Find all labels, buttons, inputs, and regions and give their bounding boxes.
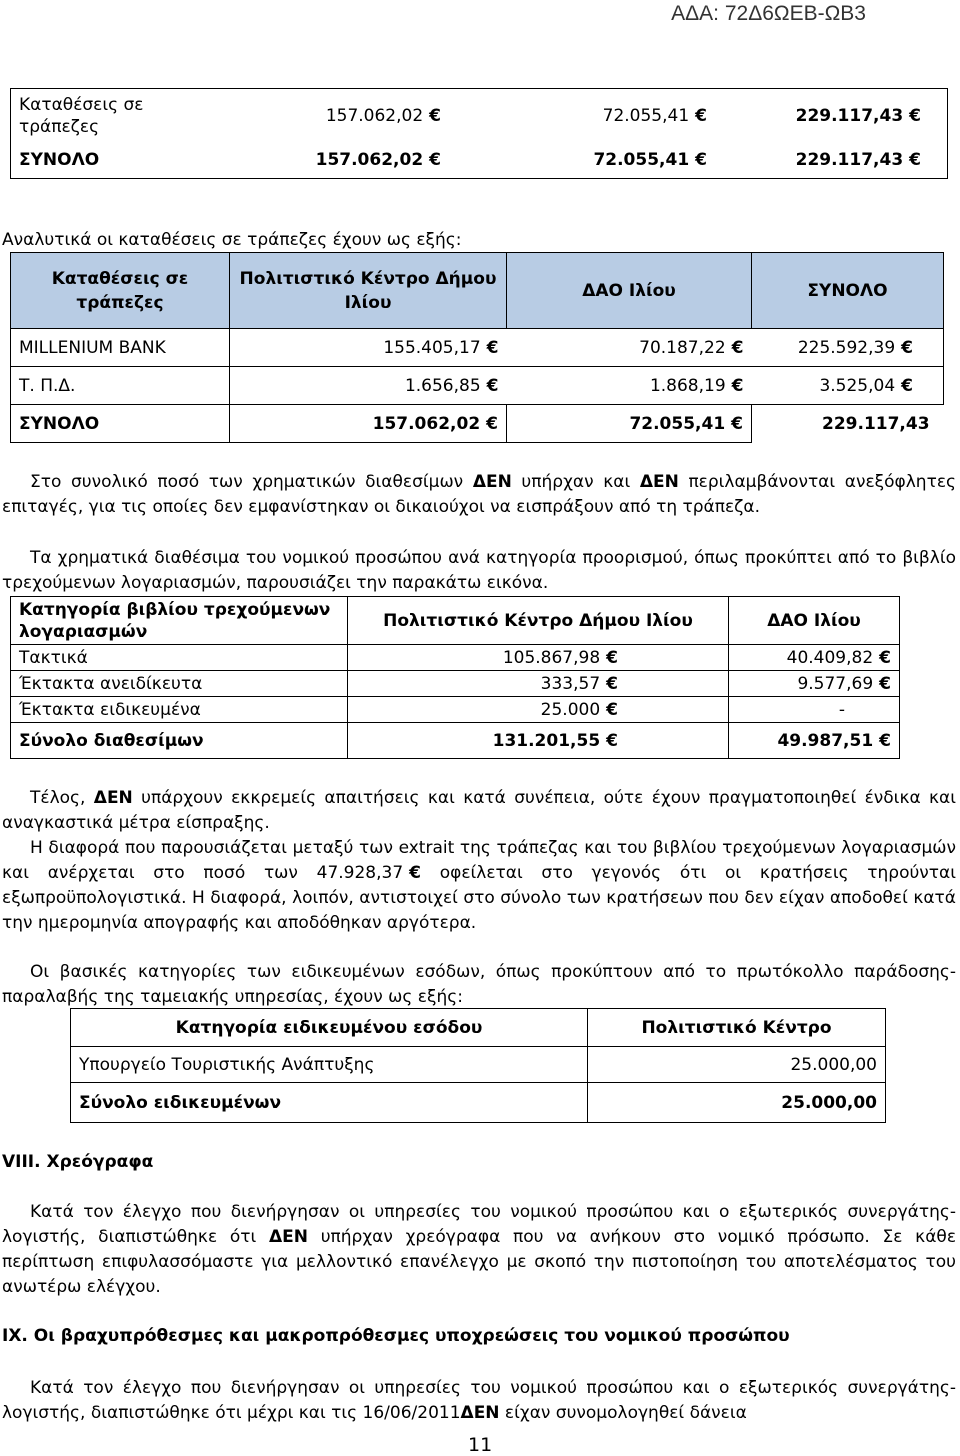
table-row	[71, 1047, 886, 1083]
cell-value: 1.868,19 €	[507, 367, 752, 405]
euro-icon: €	[901, 375, 913, 396]
intro-banks-text: Αναλυτικά οι καταθέσεις σε τράπεζες έχουν ως εξής:	[2, 230, 462, 250]
paragraph-liabilities: Κατά τον έλεγχο που διενήργησαν οι υπηρεσίες του νομικού προσώπου και ο εξωτερικός συνεργάτης-λογιστής, διαπιστώθηκε ότι μέχρι και τις 16/06/2011ΔΕΝ είχαν συνομολογηθεί δάνεια	[2, 1378, 956, 1423]
column-header: ΔΑΟ Ιλίου	[507, 253, 752, 329]
table-row	[11, 143, 948, 179]
cell-total: 3.525,04 €	[752, 367, 944, 405]
column-header: Πολιτιστικό Κέντρο Δήμου Ιλίου	[230, 253, 507, 329]
cell-value: 131.201,55 €	[348, 723, 729, 759]
row-label: Τακτικά	[11, 645, 348, 671]
table-row	[11, 367, 944, 405]
cell-value: 72.055,41 €	[593, 150, 707, 171]
paragraph-funds-by-category: Τα χρηματικά διαθέσιμα του νομικού προσώπου ανά κατηγορία προορισμού, όπως προκύπτει από το βιβλίο τρεχούμενων λογαριασμών, παρουσιάζει την παρακάτω εικόνα.	[2, 548, 956, 593]
row-label: Υπουργείο Τουριστικής Ανάπτυξης	[71, 1047, 588, 1083]
row-label: ΣΥΝΟΛΟ	[11, 405, 230, 443]
cell-value: 157.062,02 €	[230, 405, 507, 443]
table-header-row	[71, 1009, 886, 1047]
euro-icon: €	[486, 337, 499, 358]
cell-value: 25.000,00	[588, 1083, 886, 1123]
euro-icon: €	[486, 375, 499, 396]
euro-icon: €	[879, 647, 891, 668]
table-row	[11, 405, 944, 443]
column-header: Κατηγορία βιβλίου τρεχούμενων λογαριασμών	[11, 597, 348, 645]
column-header: Πολιτιστικό Κέντρο Δήμου Ιλίου	[348, 597, 729, 645]
column-header: Κατηγορία ειδικευμένου εσόδου	[71, 1009, 588, 1047]
cell-value: 40.409,82 €	[729, 645, 900, 671]
cell-total: 229.117,43 €	[795, 105, 921, 126]
row-label: ΣΥΝΟΛΟ	[19, 150, 100, 171]
row-label: Σύνολο διαθεσίμων	[11, 723, 348, 759]
funds-category-table	[10, 596, 900, 759]
earmarked-revenue-table	[70, 1008, 886, 1123]
column-header: Πολιτιστικό Κέντρο	[588, 1009, 886, 1047]
paragraph-earmarked-revenue: Οι βασικές κατηγορίες των ειδικευμένων εσόδων, όπως προκύπτουν από το πρωτόκολλο παράδοσης-παραλαβής της ταμειακής υπηρεσίας, έχουν ως εξής:	[2, 962, 956, 1007]
section-heading-securities: VIII. Χρεόγραφα	[2, 1152, 154, 1172]
table-row	[71, 1083, 886, 1123]
euro-icon: €	[409, 863, 421, 883]
euro-icon: €	[429, 150, 441, 171]
table-header-row	[11, 253, 944, 329]
cell-value: 49.987,51 €	[729, 723, 900, 759]
table-row	[11, 723, 900, 759]
euro-icon: €	[606, 647, 618, 668]
euro-icon: €	[606, 730, 618, 751]
cell-value: 155.405,17 €	[230, 329, 507, 367]
cell-value: 70.187,22 €	[507, 329, 752, 367]
cell-value: 105.867,98 €	[348, 645, 729, 671]
table-row	[11, 645, 900, 671]
row-label: Έκτακτα ειδικευμένα	[11, 697, 348, 723]
cell-value: 72.055,41 €	[507, 405, 752, 443]
cell-value: 333,57 €	[348, 671, 729, 697]
euro-icon: €	[909, 150, 921, 171]
cell-value: 9.577,69 €	[729, 671, 900, 697]
section-heading-liabilities: IX. Οι βραχυπρόθεσμες και μακροπρόθεσμες υποχρεώσεις του νομικού προσώπου	[2, 1326, 790, 1346]
row-label: Έκτακτα ανειδίκευτα	[11, 671, 348, 697]
cell-value: -	[729, 697, 900, 723]
column-header: ΔΑΟ Ιλίου	[729, 597, 900, 645]
euro-icon: €	[695, 150, 707, 171]
paragraph-receivables: Τέλος, ΔΕΝ υπάρχουν εκκρεμείς απαιτήσεις και κατά συνέπεια, ούτε έχουν πραγματοποιηθεί ένδικα και αναγκαστικά μέτρα είσπραξης. Η διαφορά που παρουσιάζεται μεταξύ των extrait της τράπεζας και του βιβλίου τρεχούμενων λογαριασμών και ανέρχεται στο ποσό των 47.928,37 € οφείλεται στο γεγονός ότι οι κρατήσεις τηρούνται εξωπροϋπολογιστικά. Η διαφορά, λοιπόν, αντιστοιχεί στο σύνολο των κρατήσεων που δεν είχαν αποδοθεί κατά την ημερομηνία απογραφής και αποδόθηκαν αργότερα.	[2, 788, 956, 933]
euro-icon: €	[486, 413, 498, 434]
euro-icon: €	[901, 337, 913, 358]
euro-icon: €	[731, 413, 743, 434]
table-row	[11, 671, 900, 697]
euro-icon: €	[429, 105, 441, 126]
cell-value: 72.055,41 €	[602, 105, 707, 126]
deposits-summary-table	[10, 88, 948, 179]
cell-total: 229.117,43 €	[795, 150, 921, 171]
cell-total: 225.592,39 €	[752, 329, 944, 367]
table-row	[11, 329, 944, 367]
column-header: Καταθέσεις σε τράπεζες	[11, 253, 230, 329]
cell-total: 229.117,43	[822, 413, 930, 434]
ada-code: ΑΔΑ: 72Δ6ΩΕΒ-ΩΒ3	[671, 2, 866, 25]
euro-icon: €	[879, 673, 891, 694]
row-label: MILLENIUM BANK	[11, 329, 230, 367]
cell-value: 157.062,02 €	[325, 105, 441, 126]
table-header-row	[11, 597, 900, 645]
row-label: Καταθέσεις σε τράπεζες	[19, 94, 144, 137]
euro-icon: €	[695, 105, 707, 126]
cell-value: 25.000,00	[588, 1047, 886, 1083]
euro-icon: €	[731, 375, 744, 396]
table-row	[11, 697, 900, 723]
page-number: 11	[468, 1434, 493, 1456]
column-header: ΣΥΝΟΛΟ	[752, 253, 944, 329]
bank-deposits-table	[10, 252, 944, 443]
cell-value: 1.656,85 €	[230, 367, 507, 405]
row-label: Τ. Π.Δ.	[11, 367, 230, 405]
paragraph-uncashed-cheques: Στο συνολικό ποσό των χρηματικών διαθεσίμων ΔΕΝ υπήρχαν και ΔΕΝ περιλαμβάνονται ανεξόφλητες επιταγές, για τις οποίες δεν εμφανίστηκαν οι δικαιούχοι να εισπράξουν από τη τράπεζα.	[2, 472, 956, 517]
euro-icon: €	[909, 105, 921, 126]
euro-icon: €	[879, 730, 891, 751]
row-label: Σύνολο ειδικευμένων	[71, 1083, 588, 1123]
euro-icon: €	[606, 673, 618, 694]
euro-icon: €	[731, 337, 744, 358]
cell-value: 157.062,02 €	[315, 150, 441, 171]
euro-icon: €	[606, 699, 618, 720]
cell-value: 25.000 €	[348, 697, 729, 723]
paragraph-securities: Κατά τον έλεγχο που διενήργησαν οι υπηρεσίες του νομικού προσώπου και ο εξωτερικός συνεργάτης-λογιστής, διαπιστώθηκε ότι ΔΕΝ υπήρχαν χρεόγραφα που να ανήκουν στο νομικό πρόσωπο. Σε κάθε περίπτωση επιφυλασσόμαστε για μελλοντικό επανέλεγχο με σκοπό την πιστοποίηση του αποτελέσματος του ανωτέρω ελέγχου.	[2, 1202, 957, 1297]
table-row	[11, 89, 948, 143]
